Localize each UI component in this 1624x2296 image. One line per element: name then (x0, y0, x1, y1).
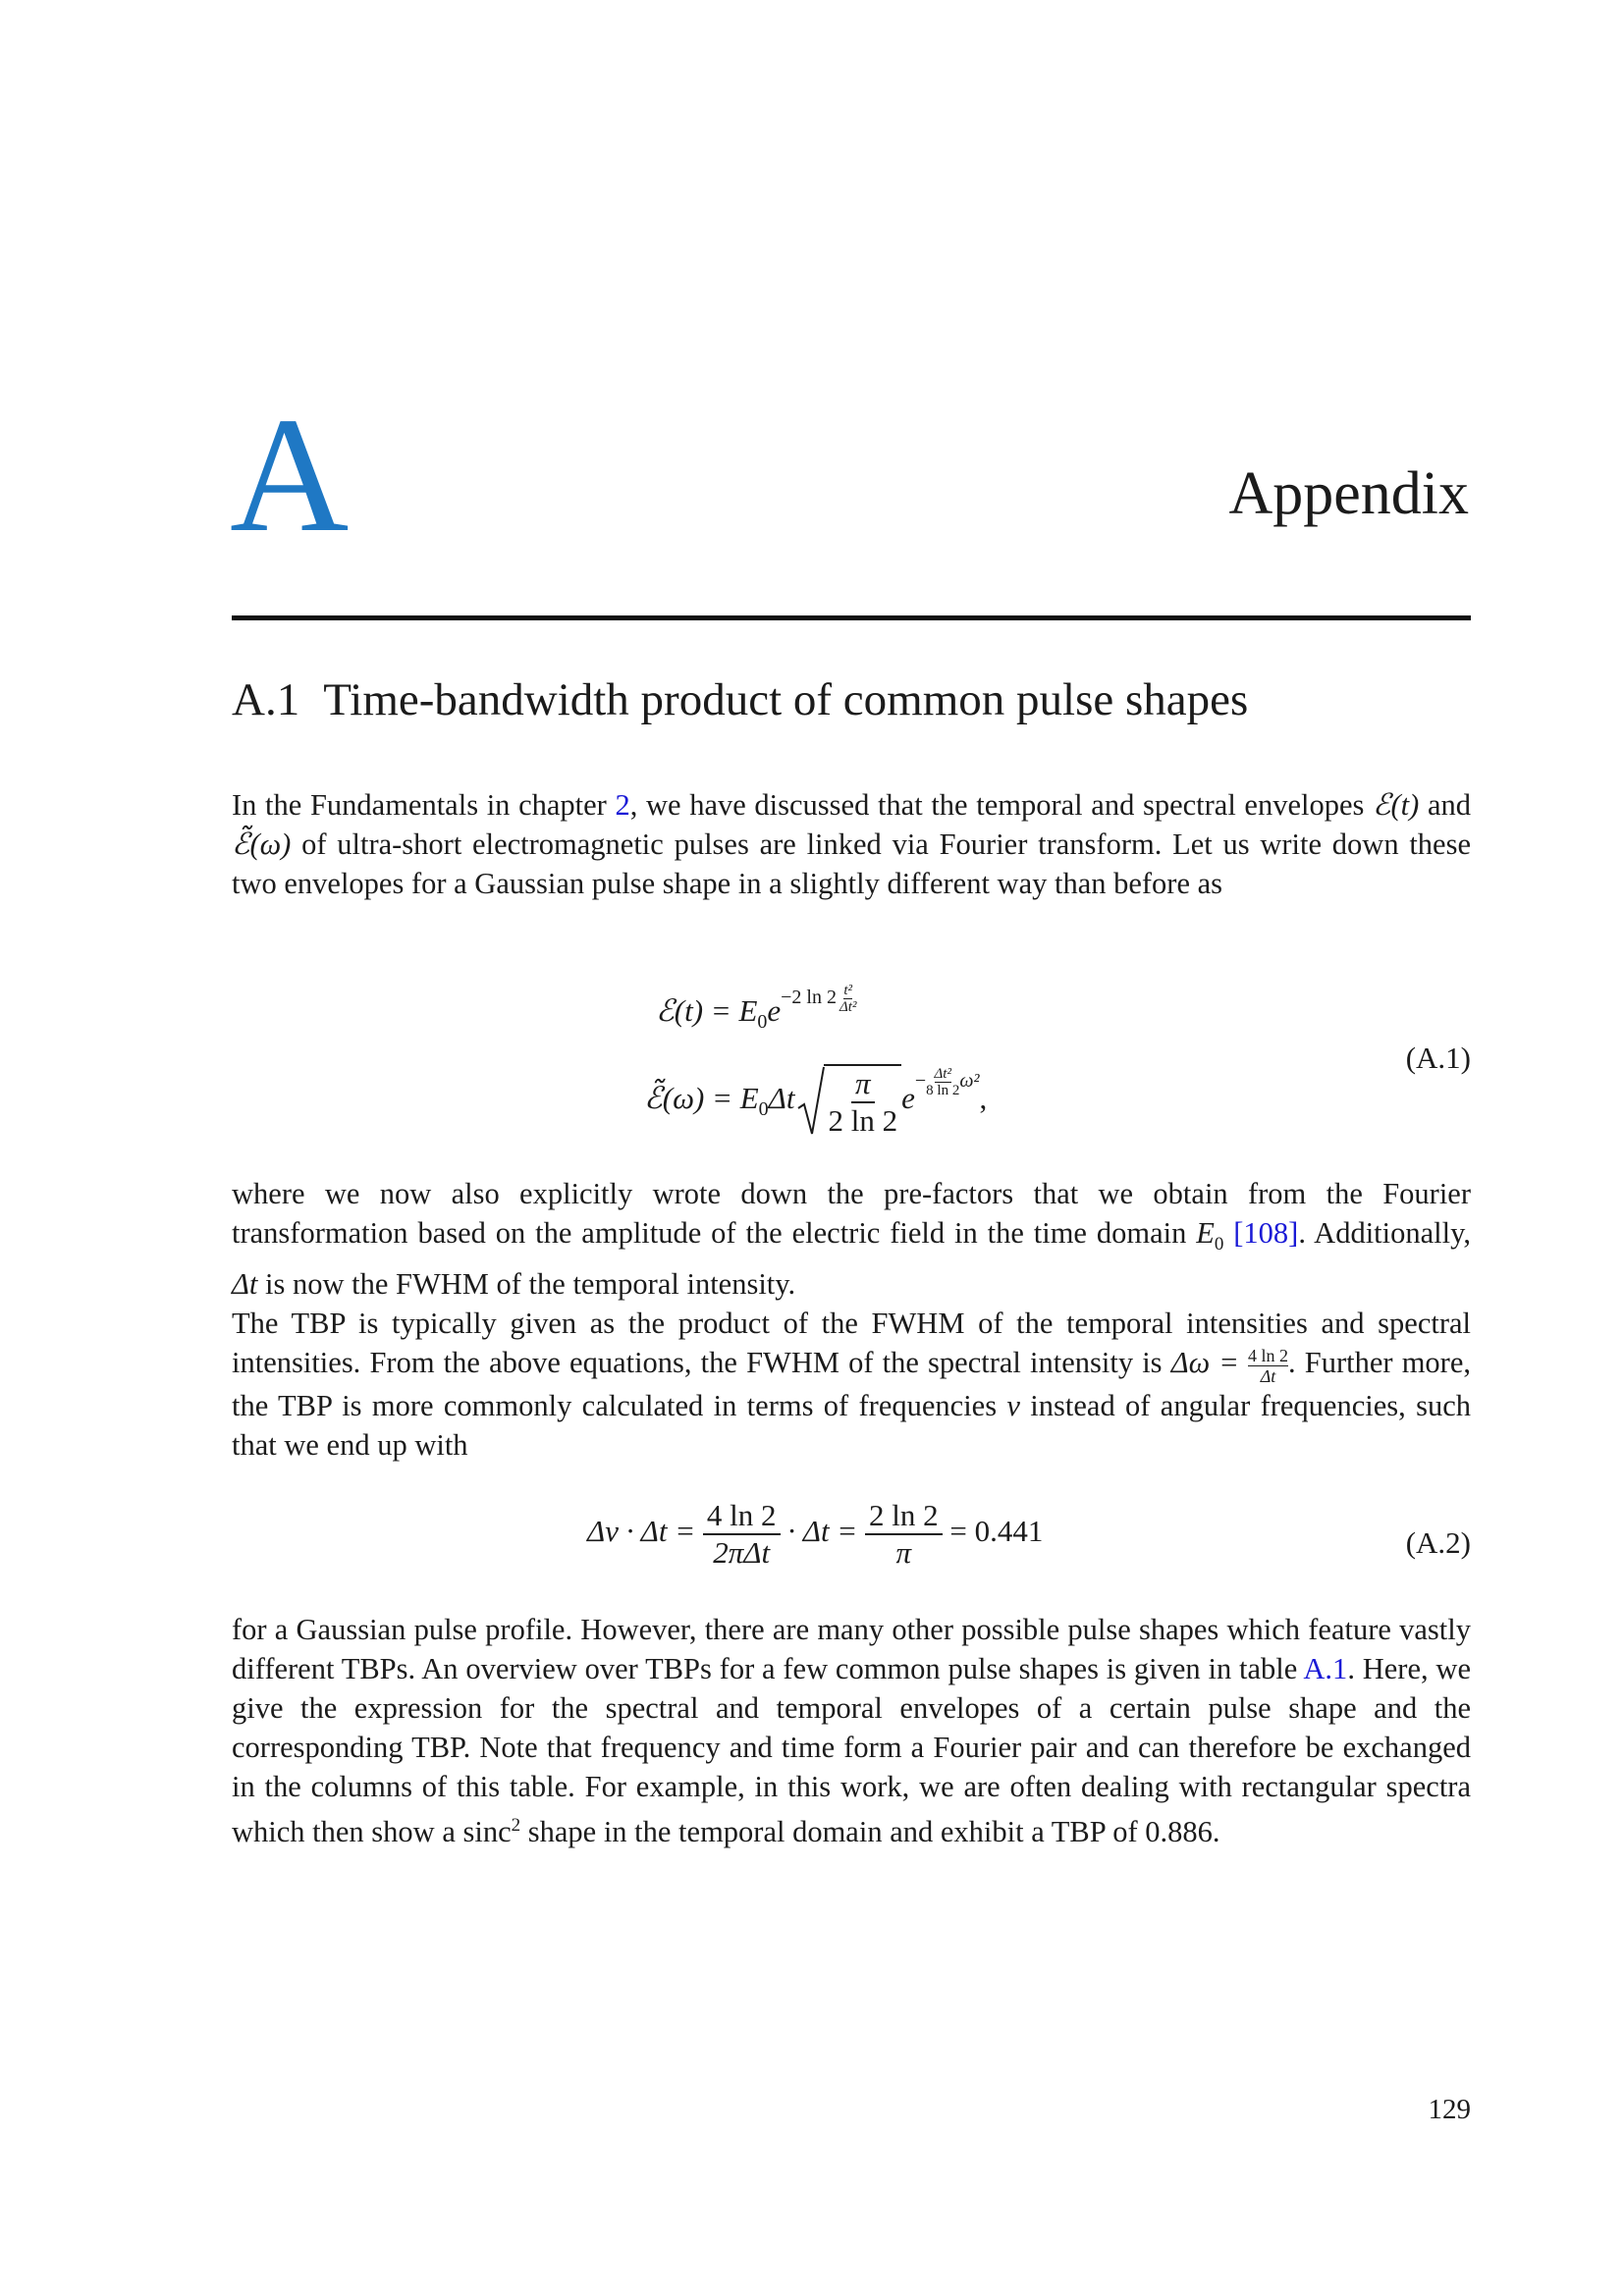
para2-text-4: The TBP is typically given as the product of the FWHM of the temporal intensities and spectral intensities. From the above equations, the FWHM of the spectral intensity is (232, 1307, 1471, 1380)
para2-text-2: . Additionally, (1298, 1216, 1471, 1250)
eq1-line2-sub: 0 (758, 1097, 769, 1120)
para3-text-2: . Here, we give the expression for the spectral and temporal envelopes of a certain pulse shape and the corresponding TBP. Note that frequency and time form a Fourier pair and can therefore be exchanged in the columns of this table. For example, in this work, we are often dealing with rectangular spectra which then show a sinc (232, 1652, 1471, 1849)
para1-text-4: of ultra-short electromagnetic pulses are linked via Fourier transform. Let us write down these two envelopes for a Gaussian pulse shape in a slightly different way than before as (232, 828, 1471, 900)
section-number: A.1 (232, 674, 300, 725)
eq2-frac1-den: 2πΔt (713, 1534, 771, 1570)
symbol-nu: ν (1006, 1388, 1020, 1422)
equation-a1-line1 (656, 982, 857, 1034)
symbol-e0: E (1196, 1216, 1215, 1250)
para1-text-3: and (1419, 788, 1471, 822)
paragraph-3 (232, 1610, 1471, 1851)
eq1-line2-exp-num: Δt² (934, 1065, 951, 1082)
eq1-line1-lhs: ℰ(t) = E (656, 993, 758, 1028)
equation-a2 (587, 1498, 1043, 1570)
para2-text-5: . Further more, the TBP is more commonly calculated in terms of frequencies (232, 1346, 1471, 1422)
paragraph-1 (232, 785, 1471, 903)
symbol-time-envelope: ℰ(t) (1373, 788, 1420, 822)
inline-fraction (1248, 1346, 1288, 1386)
chapter-title: Appendix (1228, 460, 1469, 527)
section-heading (232, 674, 1249, 725)
section-title: Time-bandwidth product of common pulse shapes (323, 674, 1249, 725)
table-ref-link[interactable]: A.1 (1303, 1652, 1348, 1685)
eq1-line1-exp-den: Δt² (839, 998, 857, 1015)
eq2-frac1-num: 4 ln 2 (703, 1498, 781, 1535)
eq1-line2-exp-tail: ω² (959, 1069, 980, 1092)
citation-link[interactable]: [108] (1233, 1216, 1299, 1250)
chapter-rule (232, 615, 1471, 620)
eq2-rhs: = 0.441 (949, 1513, 1044, 1548)
eq2-frac2-den: π (895, 1534, 912, 1570)
para2-text-3: is now the FWHM of the temporal intensity. (257, 1267, 796, 1302)
eq1-line2-exp-den: 8 ln 2 (926, 1082, 960, 1098)
para3-text-1: for a Gaussian pulse profile. However, there are many other possible pulse shapes which feature vastly different TBPs. An overview over TBPs for a few common pulse shapes is given in table (232, 1613, 1471, 1685)
symbol-delta-t: Δt (232, 1267, 258, 1302)
symbol-e0-sub: 0 (1214, 1234, 1224, 1255)
eq2-lhs: Δν · Δt = (587, 1513, 696, 1548)
equation-number-a2: (A.2) (1405, 1525, 1471, 1560)
eq2-frac2-num: 2 ln 2 (865, 1498, 943, 1535)
inline-frac-num: 4 ln 2 (1248, 1345, 1289, 1365)
eq1-line1-sub: 0 (757, 1011, 768, 1034)
para3-text-3: shape in the temporal domain and exhibit a TBP of 0.886. (520, 1815, 1220, 1849)
para1-text-1: In the Fundamentals in chapter (232, 788, 616, 822)
chapter-ref-link[interactable]: 2 (615, 788, 630, 822)
chapter-letter: A (230, 384, 350, 566)
eq1-line2-comma: , (979, 1080, 988, 1115)
eq1-line2-e: e (901, 1080, 915, 1115)
eq1-sqrt-num: π (851, 1066, 875, 1103)
eq1-line2-mid: Δt (768, 1080, 795, 1115)
sqrt-sign-icon (796, 1065, 826, 1138)
sinc-superscript: 2 (511, 1815, 521, 1836)
eq1-line1-exp-num: t² (843, 982, 853, 998)
eq1-sqrt-den: 2 ln 2 (828, 1102, 898, 1138)
symbol-delta-omega: Δω = (1170, 1346, 1239, 1380)
eq2-mid: · Δt = (787, 1513, 858, 1548)
eq1-line1-e: e (767, 993, 782, 1028)
para2-text-1: where we now also explicitly wrote down the pre-factors that we obtain from the Fourier transformation based on the amplitude of the electric field in the time domain (232, 1177, 1471, 1250)
para1-text-2: , we have discussed that the temporal and spectral envelopes (629, 788, 1374, 822)
symbol-spectral-envelope: ℰ̃(ω) (232, 828, 292, 861)
eq1-line2-lhs: ℰ̃(ω) = E (644, 1080, 759, 1115)
inline-frac-den: Δt (1260, 1365, 1276, 1386)
eq1-line1-exp: −2 ln 2 (781, 987, 837, 1008)
equation-a1-line2 (644, 1064, 987, 1138)
eq1-line2-exp-sign: − (914, 1069, 927, 1092)
equation-number-a1: (A.1) (1405, 1041, 1471, 1075)
paragraph-2 (232, 1174, 1471, 1465)
page-number: 129 (1428, 2094, 1471, 2125)
para2-text-6: instead of angular frequencies, such that we end up with (232, 1388, 1471, 1462)
